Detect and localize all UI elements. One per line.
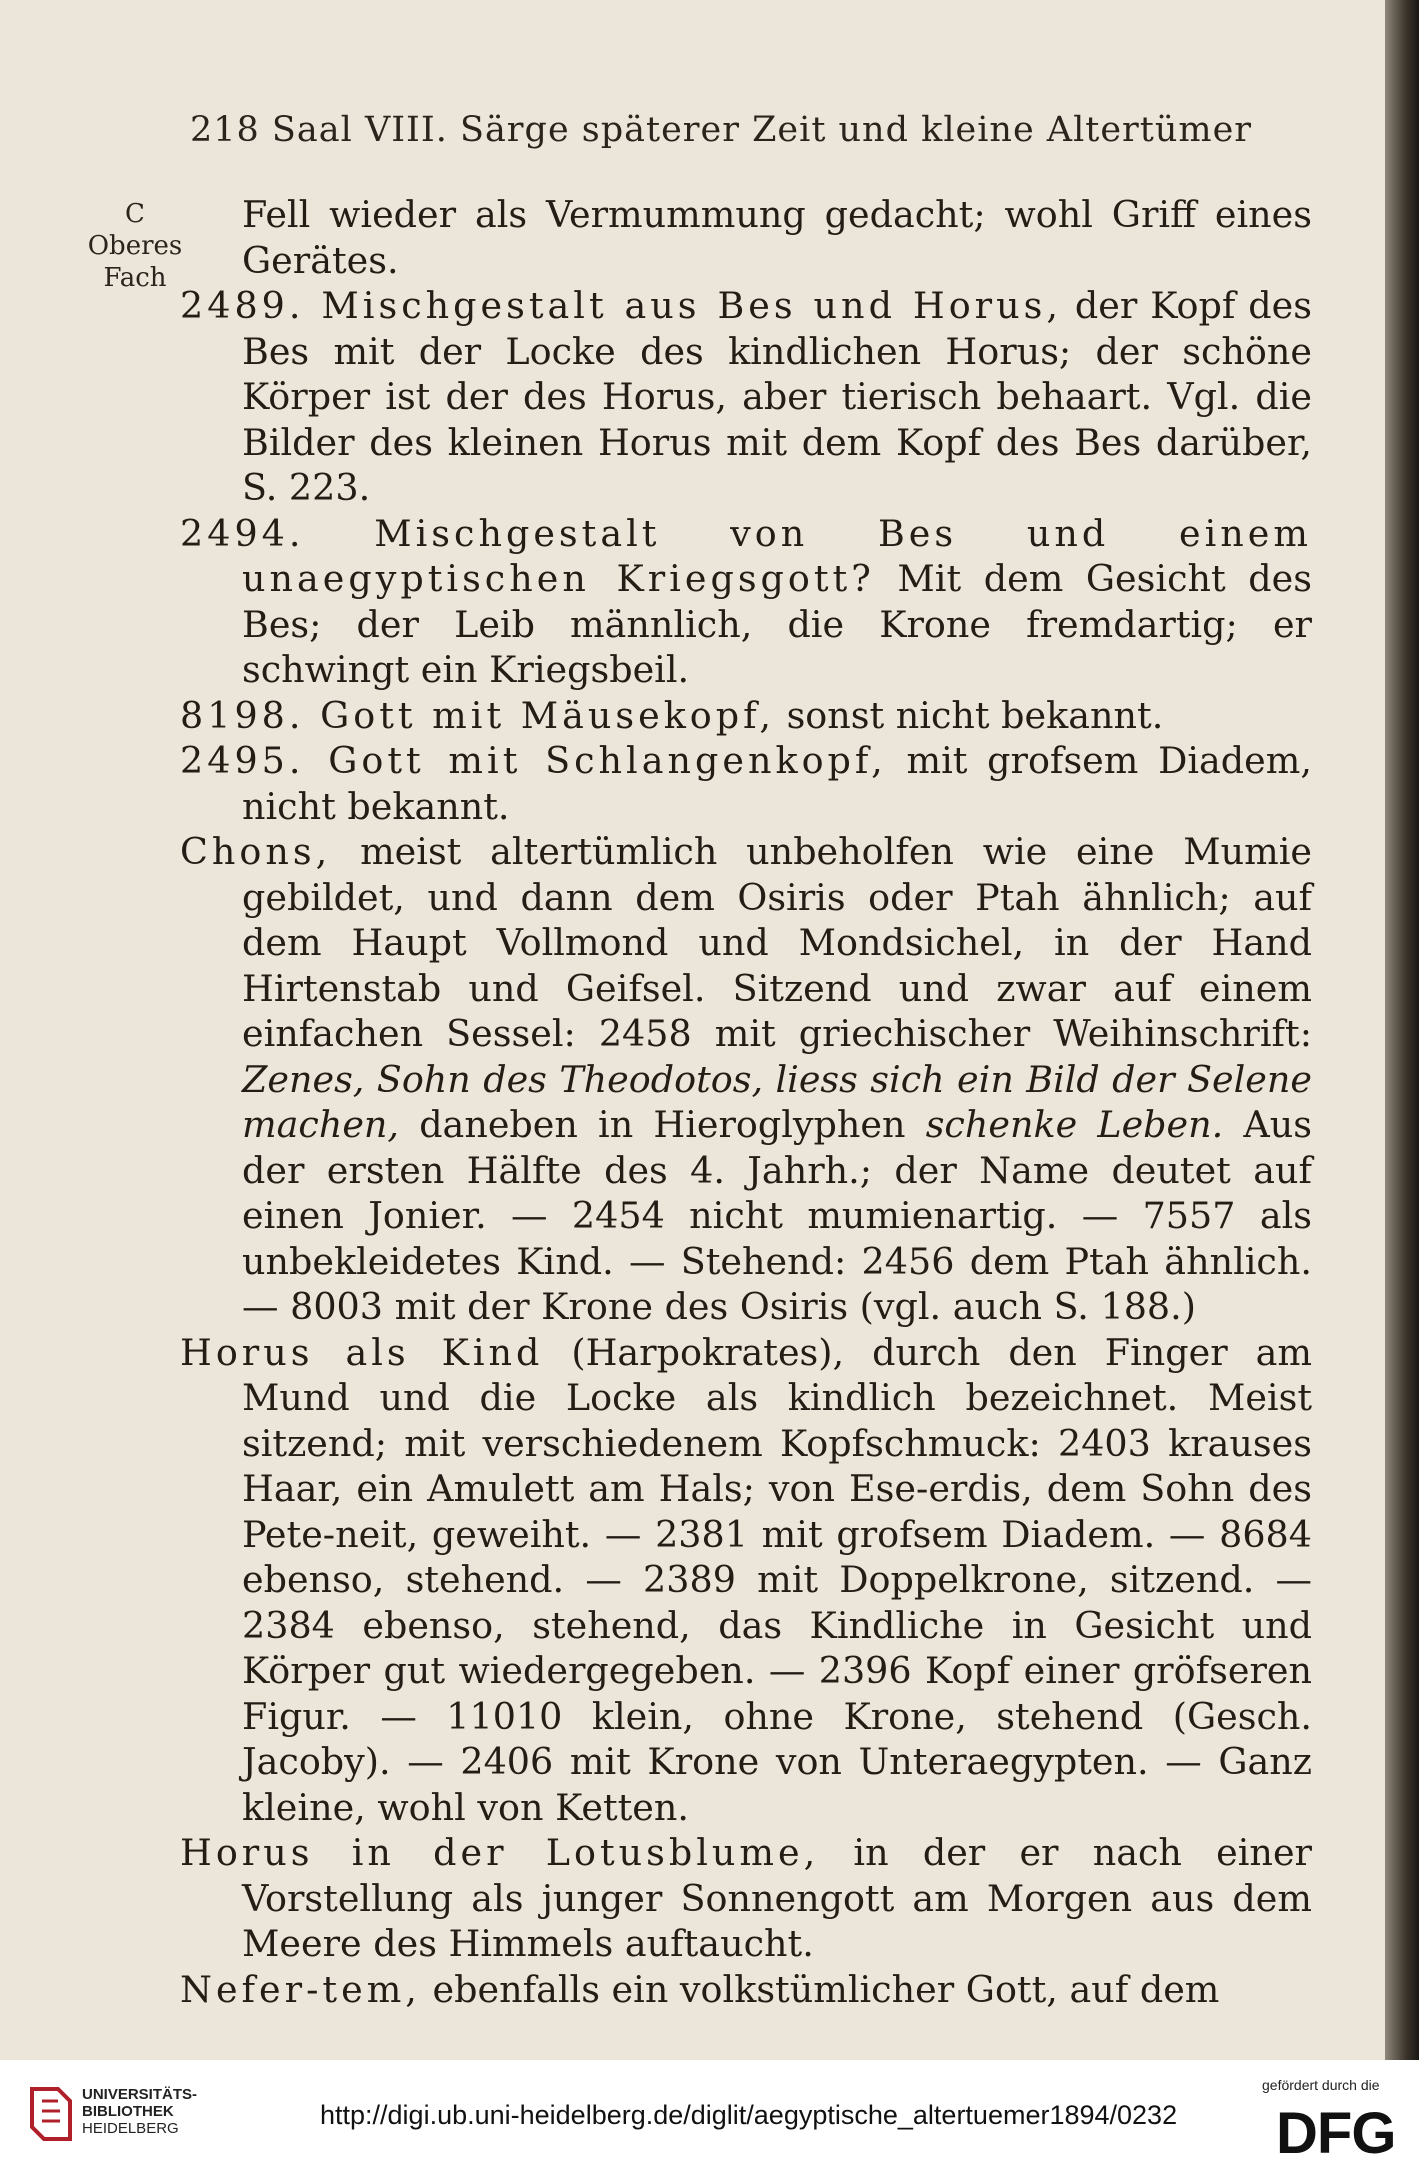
paragraph	[180, 511, 1312, 693]
entry-lead: Horus in der Lotusblume,	[180, 1831, 820, 1874]
library-name-line: HEIDELBERG	[82, 2120, 179, 2137]
margin-note-line: C	[125, 199, 145, 229]
entry-lead: Nefer-tem,	[180, 1967, 421, 2011]
entry-lead: Horus als Kind	[180, 1330, 544, 1374]
italic-quote: schenke Leben.	[925, 1103, 1224, 1146]
entry-lead: 2489. Mischgestalt aus Bes und Horus,	[180, 284, 1062, 327]
margin-note-line: Oberes	[87, 231, 183, 261]
paragraph	[180, 738, 1312, 829]
body-text	[180, 192, 1312, 2012]
paragraph-text: daneben in Hieroglyphen	[399, 1103, 926, 1146]
paragraph-text: in der er nach einer Vorstellung als junger Sonnengott am Morgen aus dem Meere des Himmels auftaucht.	[242, 1831, 1312, 1965]
paragraph-text: Aus der ersten Hälfte des 4. Jahrh.; der Name deutet auf einen Jonier. — 2454 nicht mumienartig. — 7557 als unbekleidetes Kind. — Stehend: 2456 dem Ptah ähnlich. — 8003 mit der Krone des Osiris (vgl. auch S. 188.)	[242, 1103, 1313, 1328]
page-edge-shadow	[1385, 0, 1419, 2060]
dfg-logo: DFG	[1276, 2101, 1396, 2166]
italic-quote: Zenes, Sohn des Theodotos, liess sich ein Bild der Selene machen,	[242, 1057, 1312, 1146]
paragraph	[180, 829, 1312, 1330]
library-name-line: UNIVERSITÄTS-	[82, 2086, 198, 2103]
library-name	[82, 2086, 197, 2137]
paragraph-text: ebenfalls ein volkstümlicher Gott, auf dem	[420, 1967, 1220, 2011]
paragraph	[180, 1330, 1312, 1831]
paragraph-text: sonst nicht bekannt.	[774, 693, 1164, 737]
paragraph-text: Fell wieder als Vermummung gedacht; wohl Griff eines Gerätes.	[242, 193, 1312, 282]
running-header: 218 Saal VIII. Särge späterer Zeit und kleine Altertümer	[190, 110, 1253, 150]
paragraph	[180, 283, 1312, 511]
library-name-line: BIBLIOTHEK	[82, 2103, 174, 2120]
paragraph-text: der Kopf des Bes mit der Locke des kindlichen Horus; der schöne Körper ist der des Horus, aber tierisch behaart. Vgl. die Bilder des kleinen Horus mit dem Kopf des Bes darüber, S. 223.	[242, 284, 1313, 509]
paragraph-text: meist altertümlich unbeholfen wie eine Mumie gebildet, und dann dem Osiris oder Ptah ähnlich; auf dem Haupt Vollmond und Mondsichel, in der Hand Hirtenstab und Geifsel. Sitzend und zwar auf einem einfachen Sessel: 2458 mit griechischer Weihinschrift:	[242, 830, 1312, 1055]
paragraph-text: Mit dem Gesicht des Bes; der Leib männlich, die Krone fremdartig; er schwingt ein Kriegsbeil.	[242, 557, 1312, 691]
margin-note-line: Fach	[103, 263, 167, 293]
paragraph	[180, 1830, 1312, 1967]
permalink-url[interactable]: http://digi.ub.uni-heidelberg.de/diglit/aegyptische_altertuemer1894/0232	[320, 2100, 1178, 2130]
entry-lead: 2495. Gott mit Schlangenkopf,	[180, 739, 887, 782]
entry-lead: 8198. Gott mit Mäusekopf,	[180, 693, 775, 737]
funding-caption: gefördert durch die	[1262, 2077, 1380, 2093]
paragraph	[180, 693, 1312, 739]
entry-lead: 2494. Mischgestalt von Bes und einem unaegyptischen Kriegsgott?	[180, 511, 1312, 600]
margin-note	[75, 198, 195, 294]
entry-lead: Chons,	[180, 830, 332, 873]
paragraph	[180, 192, 1312, 283]
paragraph-text: mit grofsem Diadem, nicht bekannt.	[242, 739, 1312, 828]
paragraph-text: (Harpokrates), durch den Finger am Mund und die Locke als kindlich bezeichnet. Meist sitzend; mit verschiedenem Kopfschmuck: 2403 krauses Haar, ein Amulett am Hals; von Ese-erdis, dem Sohn des Pete-neit, geweiht. — 2381 mit grofsem Diadem. — 8684 ebenso, stehend. — 2389 mit Doppelkrone, sitzend. — 2384 ebenso, stehend, das Kindliche in Gesicht und Körper gut wiedergegeben. — 2396 Kopf einer gröfseren Figur. — 11010 klein, ohne Krone, stehend (Gesch. Jacoby). — 2406 mit Krone von Unteraegypten. — Ganz kleine, wohl von Ketten.	[242, 1330, 1312, 1829]
paragraph	[180, 1967, 1312, 2013]
library-logo-icon	[28, 2085, 74, 2143]
